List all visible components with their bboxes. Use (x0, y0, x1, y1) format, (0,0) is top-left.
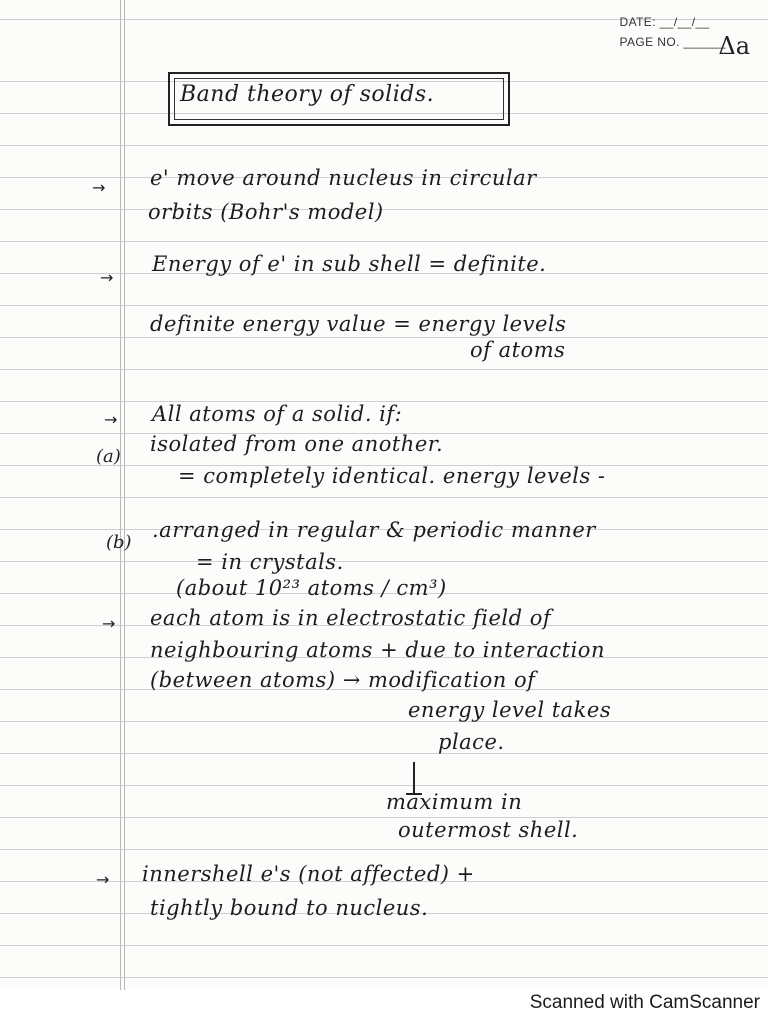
arrow-bullet: → (96, 870, 110, 889)
note-line: isolated from one another. (150, 432, 444, 456)
note-line: definite energy value = energy levels (150, 312, 567, 336)
note-line: each atom is in electrostatic field of (150, 606, 552, 630)
note-line: Energy of e' in sub shell = definite. (152, 252, 547, 276)
note-line: (between atoms) → modification of (150, 668, 536, 692)
note-line: neighbouring atoms + due to interaction (150, 638, 605, 662)
note-line: = in crystals. (196, 550, 344, 574)
note-line: outermost shell. (398, 818, 579, 842)
date-field: DATE: __/__/__ (619, 15, 710, 29)
item-label: (a) (96, 446, 121, 467)
margin-line (124, 0, 125, 990)
note-line: orbits (Bohr's model) (148, 200, 384, 224)
note-line: energy level takes (408, 698, 612, 722)
note-line: = completely identical. energy levels - (178, 464, 606, 488)
arrow-bullet: → (104, 410, 118, 429)
note-line: of atoms (470, 338, 566, 362)
note-line: e' move around nucleus in circular (150, 166, 537, 190)
page-number-field: PAGE NO. ______ (619, 35, 726, 49)
note-line: tightly bound to nucleus. (150, 896, 429, 920)
margin-line (120, 0, 121, 990)
note-line: .arranged in regular & periodic manner (152, 518, 596, 542)
page-title: Band theory of solids. (180, 82, 435, 107)
note-line: innershell e's (not affected) + (142, 862, 475, 886)
note-line: (about 10²³ atoms / cm³) (176, 576, 447, 600)
page-header (620, 12, 727, 52)
notebook-brand-icon: Δa (718, 32, 750, 60)
scanner-watermark: Scanned with CamScanner (529, 992, 760, 1013)
item-label: (b) (106, 532, 132, 553)
note-line: All atoms of a solid. if: (152, 402, 403, 426)
arrow-bullet: → (100, 268, 114, 287)
arrow-bullet: → (92, 178, 106, 197)
note-line: place. (438, 730, 505, 754)
arrow-bullet: → (102, 614, 116, 633)
note-line: maximum in (386, 790, 523, 814)
